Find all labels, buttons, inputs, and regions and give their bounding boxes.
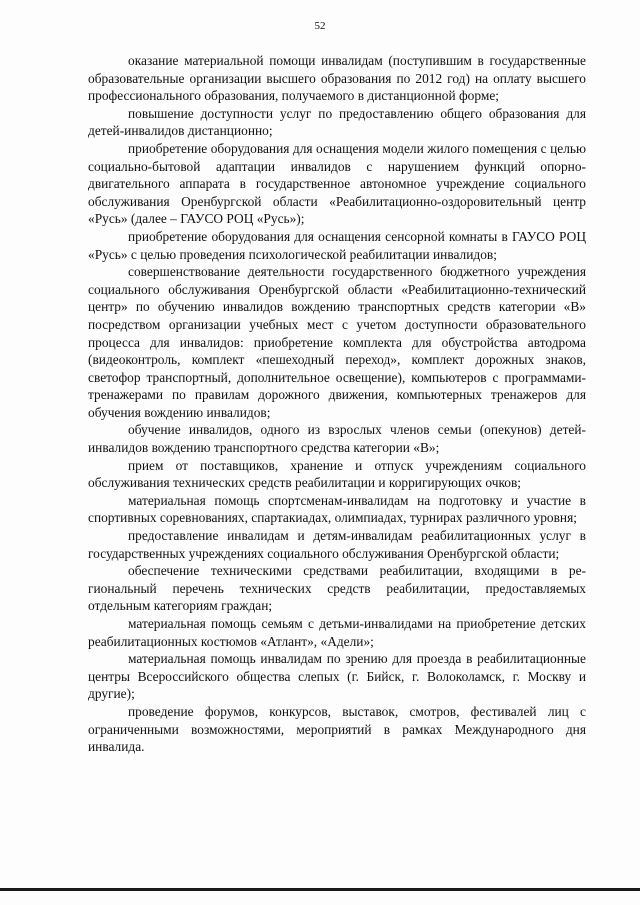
paragraph-9: предоставление инвалидам и детям-инвалидам реабилитационных услуг в государственных учреждениях социального обслуживания Оренбургской области; (88, 528, 586, 561)
scan-bottom-edge (0, 888, 640, 891)
paragraph-4: приобретение оборудования для оснащения сенсорной комнаты в ГАУСО РОЦ «Русь» с целью проведения психологической реабилитации инвалидов; (88, 228, 586, 262)
document-body (88, 52, 586, 756)
paragraph-11: материальная помощь семьям с детьми-инвалидами на приобретение детских реабилитационных костюмов «Атлант», «Адели»; (88, 616, 586, 649)
paragraph-10: обеспечение техническими средствами реабилитации, входящими в региональный перечень технических средств реабилитации, предоставляемых отдельным категориям граждан; (88, 563, 586, 614)
paragraph-13: проведение форумов, конкурсов, выставок, смотров, фестивалей лиц с ограниченными возможностями, мероприятий в рамках Международного дня инвалида. (88, 703, 586, 755)
paragraph-1: оказание материальной помощи инвалидам (поступившим в государственные образовательные организации высшего образования по 2012 год) на оплату высшего профессионального образования, получаемого в дистанционной форме; (88, 53, 586, 104)
paragraph-7: прием от поставщиков, хранение и отпуск учреждениям социального обслуживания технических средств реабилитации и корригирующих очков; (88, 457, 586, 491)
paragraph-6: обучение инвалидов, одного из взрослых членов семьи (опекунов) детей-инвалидов вождению транспортного средства категории «В»; (88, 422, 586, 456)
paragraph-2: повышение доступности услуг по предоставлению общего образования для детей-инвалидов дистанционно; (88, 105, 586, 139)
page-number: 52 (314, 20, 326, 32)
paragraph-5: совершенствование деятельности государственного бюджетного учреждения социального обслуживания Оренбургской области «Реабилитационно-технический центр» по обучению инвалидов вождению транспортных средств категории «В» посредством организации учебных мест с учетом доступности образовательного процесса для инвалидов: приобретение комплекта для обустройства автодрома (видеоконтроль, комплект «пешеходный переход», комплект дорожных знаков, светофор транспортный, дополнительное освещение), компьютеров с программами-тренажерами по правилам дорожного движения, компьютерных тренажеров для обучения вождению инвалидов; (88, 264, 586, 420)
paragraph-12: материальная помощь инвалидам по зрению для проезда в реабилитационные центры Всероссийского общества слепых (г. Бийск, г. Волоколамск, г. Москву и другие); (88, 651, 586, 702)
paragraph-8: материальная помощь спортсменам-инвалидам на подготовку и участие в спортивных соревнованиях, спартакиадах, олимпиадах, турнирах различного уровня; (88, 492, 586, 526)
paragraph-3: приобретение оборудования для оснащения модели жилого помещения с целью социально-бытовой адаптации инвалидов с нарушением функций опорно-двигательного аппарата в государственное автономное учреждение социального обслуживания Оренбургской области «Реабилитационно-оздоровительный центр «Русь» (далее – ГАУСО РОЦ «Русь»); (88, 140, 586, 227)
